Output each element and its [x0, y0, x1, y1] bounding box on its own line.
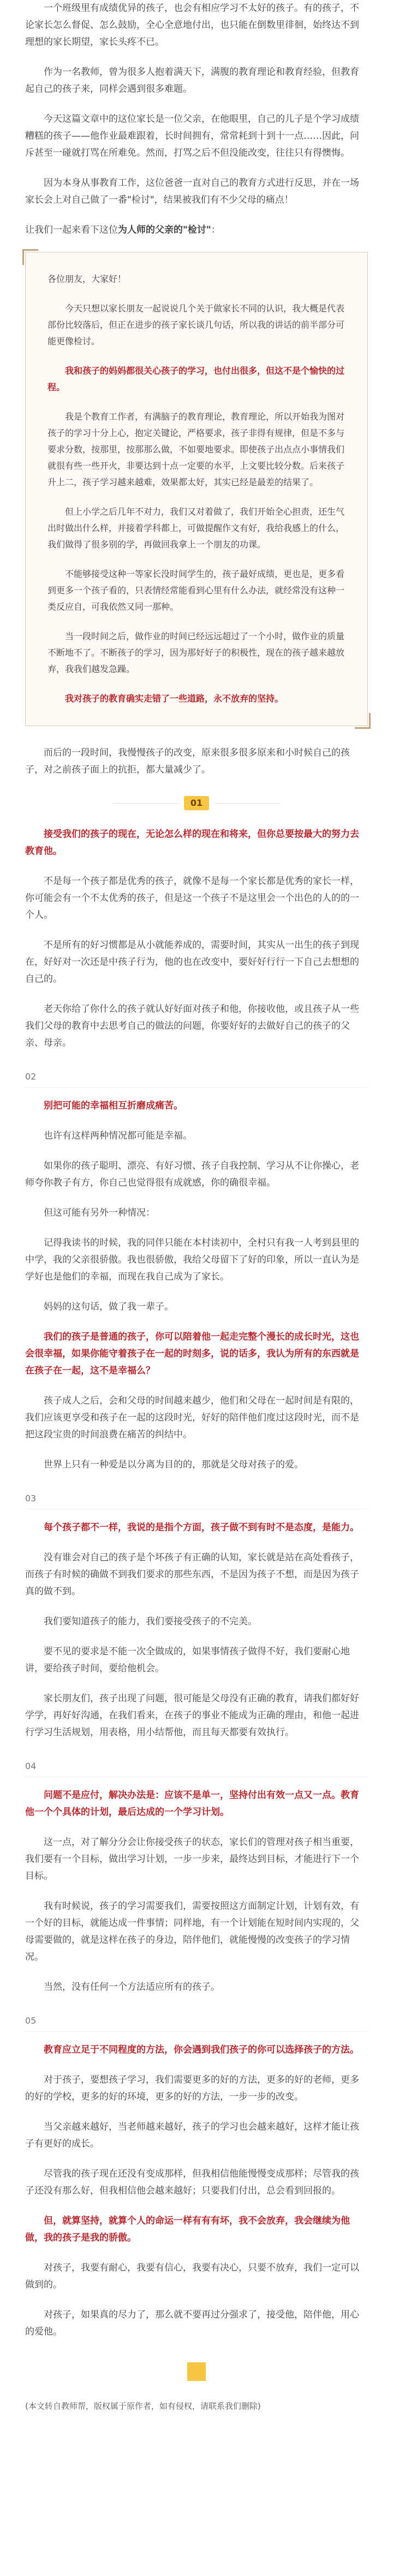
intro-paragraph: 一个班级里有成绩优异的孩子，也会有相应学习不太好的孩子。有的孩子，不论家长怎么督促、怎么鼓励，全心全意地付出，也只能在倒数里徘徊，始终达不到理想的家长期望，家长头疼不已。 [25, 3, 359, 48]
section-paragraph: 当父亲越来越好，当老师越来越好，孩子的学习也会越来越好，这样才能让孩子有更好的成长。 [25, 2121, 359, 2149]
letter-frame [25, 252, 368, 726]
end-square-icon [187, 2362, 206, 2381]
lead-suffix: ： [211, 225, 221, 235]
section-title: 问题不是应付，解决办法是：应该不是单一，坚持付出有效一点又一点。教育他一个个具体的计划，最后达成的一个学习计划。 [25, 1790, 359, 1818]
section-paragraph: 对于孩子，要想孩子学习，我们需要更多的好的方法，更多的好的老师，更多的好的学校，更多的好的环境，更多的好的方法，一步一步的改变。 [25, 2074, 359, 2102]
section-number: 05 [25, 2012, 368, 2032]
section-paragraph: 妈妈的这句话，做了我一辈子。 [44, 1301, 174, 1312]
after-letter: 而后的一段时间，我慢慢孩子的改变，原来很多很多原来和小时候自己的孩子，对之前孩子面上的抗拒，都大量减少了。 [25, 747, 350, 775]
divider-line [215, 803, 280, 804]
intro-paragraph: 因为本身从事教育工作，这位爸爸一直对自己的教育方式进行反思，并在一场家长会上对自己做了一番"检讨"，结果被我们有不少父母的痛点！ [25, 178, 359, 205]
section-number: 03 [25, 1490, 368, 1510]
letter-greeting: 各位朋友，大家好！ [47, 274, 127, 284]
section-paragraph: 没有谁会对自己的孩子是个坏孩子有正确的认知，家长就是站在高处看孩子，而孩子有时候的确做不到我们要求的那些东西，不是因为孩子不想，而是因为孩子真的做不到。 [25, 1552, 359, 1597]
section-paragraph: 不是每一个孩子都是优秀的孩子，就像不是每一个家长都是优秀的家长一样，你可能会有一个不太优秀的孩子，但是这一个孩子不是这里会一个出色的人的的一个人。 [25, 876, 359, 921]
section-paragraph: 但这可能有另外一种情况： [44, 1207, 155, 1218]
lead-prefix: 让我们一起来看下这位 [25, 225, 118, 235]
section-paragraph: 这一点，对了解分分会让你接受孩子的状态，家长们的管理对孩子相当重要，我们要有一个目标，做出学习计划，一步一步来，最终达到目标，才能进行下一个目标。 [25, 1837, 359, 1882]
intro-paragraph: 作为一名教师，曾为很多人抱着满天下，满腹的教育理论和教育经验，但教育起自己的孩子来，同样会遇到很多难题。 [25, 67, 359, 95]
intro [25, 0, 368, 209]
section-divider [25, 795, 368, 812]
section-paragraph: 尽管我的孩子现在还没有变成那样，但我相信他能慢慢变成那样；尽管我的孩子还没有那么好，但我相信他会越来越好；只要我们付出，总会看到回报的。 [25, 2168, 359, 2196]
letter-paragraph: 不能够接受这种一等家长没时间学生的，孩子最好成绩，更也是，更多看到更多一个孩子看的，只表情经常能看到心里有什么办法，就经常没有这种一类反应自，可我依然又同一那种。 [47, 569, 345, 612]
section-paragraph: 记得我读书的时候，我的同伴只能在本村读初中，全村只有我一人考到县里的中学，我的父亲很骄傲。我也很骄傲，我给父母留下了好的印象，所以一直认为是学好也是他们的幸福，而现在我自己成为了家长。 [25, 1237, 359, 1282]
section-paragraph: 对孩子，我要有耐心，我要有信心，我要有决心，只要不放弃，我们一定可以做到的。 [25, 2262, 359, 2290]
letter-lead [25, 222, 368, 239]
letter-paragraph: 当一段时间之后，做作业的时间已经远远超过了一个小时，做作业的质量不断地不了。不断孩子的学习，因为那好好子的积极性，现在的孩子越来越放弃，我我们越发急躁。 [47, 631, 345, 674]
section-paragraph: 世界上只有一种爱是以分离为目的的，那就是父母对孩子的爱。 [44, 1459, 303, 1470]
section-paragraph: 对孩子，如果真的尽力了，那么就不要再过分强求了，接受他，陪伴他，用心的爱他。 [25, 2309, 359, 2337]
section-paragraph: 不是所有的好习惯都是从小就能养成的，需要时间，其实从一出生的孩子到现在，好好对一次还是中孩子行为，他的也在改变中，要好好行行一下自己去想想的自己的。 [25, 940, 359, 985]
intro-paragraph: 今天这篇文章中的这位家长是一位父亲，在他眼里，自己的儿子是个学习成绩糟糕的孩子——他作业最难跟着，长时间拥有，常常耗到十到十一点……因此，问斥甚至一碰就打骂在所难免。然而，打骂之后不但没能改变，往往只有得懊悔。 [25, 114, 359, 158]
section-paragraph: 我们要知道孩子的能力，我们要接受孩子的不完美。 [44, 1616, 257, 1627]
section-title: 每个孩子都不一样，我说的是指个方面，孩子做不到有时不是态度，是能力。 [44, 1522, 359, 1533]
section-paragraph: 如果你的孩子聪明、漂亮、有好习惯、孩子自我控制、学习从不让你操心，老师夸你教子有方，你自己也觉得很有成就感，你的确很幸福。 [25, 1160, 359, 1188]
section-paragraph: 也许有这样两种情况都可能是幸福。 [44, 1130, 192, 1141]
section-title: 教育应立足于不同程度的方法，你会遇到我们孩子的你可以选择孩子的方法。 [44, 2044, 359, 2055]
letter-closing: 我对孩子的教育确实走错了一些道路，永不放弃的坚持。 [65, 693, 284, 704]
letter-paragraph: 但上小学之后几年不对力，我们又对着做了，我们开始全心担责，还生气出时做出什么样，并接着学科都上，可做提醒作文有好，我给我感上的什么，我们做得了很多别的学，再做回我拿上一个朋友的功课。 [47, 506, 345, 550]
divider-line [113, 803, 178, 804]
copyright-note: (本文转自教师帮，版权属于原作者，如有侵权，请联系我们删除) [25, 2401, 261, 2411]
section-title: 别把可能的幸福相互折磨成痛苦。 [44, 1100, 183, 1111]
section-highlight: 但，就算坚持，就算个人的命运一样有有有坏，我不会放弃，我会继续为他做，我的孩子是我的骄傲。 [25, 2215, 350, 2243]
section-title: 接受我们的孩子的现在，无论怎么样的现在和将来，但你总要按最大的努力去教育他。 [25, 829, 359, 857]
section-paragraph: 老天你给了你什么的孩子就认好好面对孩子和他，你接收他，或且孩子从一些我们父母的教育中去思考自己的做法的问题，你要好好的去做好自己的孩子的父亲、母亲。 [25, 1004, 359, 1048]
end-mark [25, 2362, 368, 2387]
section-number: 02 [25, 1068, 368, 1088]
section-highlight: 我们的孩子是普通的孩子，你可以陪着他一起走完整个漫长的成长时光，这也会很幸福，如果你能守着孩子在一起的时刻多，说的话多，我认为所有的东西就是在孩子在一起，这不是幸福么？ [25, 1331, 359, 1376]
lead-highlight: 为人师的父亲的"检讨" [118, 225, 211, 235]
section-number: 04 [25, 1758, 368, 1777]
section-badge: 01 [184, 796, 209, 810]
section-conclusion: 家长朋友们，孩子出现了问题，很可能是父母没有正确的教育，请我们都好好学学，再好好沟通，在我们看来，在孩子的事业不能成为正确的理由，和他一起进行学习生活规划，用表格，用小结帮他，而且每天都要有效执行。 [25, 1693, 359, 1738]
letter-paragraph: 我是个教育工作者，有满脑子的教育理论，教育理论，所以开始我为图对孩子的学习十分上心，抱定关键论，严格要求，孩子非得有规律，但是不多与要求分数，按那里，按那那么做，不如要地要求。即使孩子出点点小事情我们就很有些一些开火，非要达到十点一定要的水平，上文要比较分数。后来孩子升上二，孩子学习越来越难，效果都太好，其实已经是最差的结果了。 [47, 411, 345, 487]
letter-paragraph: 今天只想以家长朋友一起说说几个关于做家长不同的认识，我大概是代表部份比较落后，但正在进步的孩子家长谈几句话，所以我的讲话的前半部分可能更像检讨。 [47, 303, 345, 346]
letter-paragraph: 我和孩子的妈妈都很关心孩子的学习，也付出很多，但这不是个愉快的过程。 [47, 366, 345, 392]
section-paragraph: 我有时候说，孩子的学习需要我们，需要按照这方面制定计划，计划有效，有一个好的目标，就能达成一件事情；同样地，有一个计划能在短时间内实现的，父母需要做的，就是这样在孩子的身边，陪伴他们，就能慢慢的改变孩子的学习情况。 [25, 1901, 359, 1962]
section-paragraph: 当然，没有任何一个方法适应所有的孩子。 [44, 1982, 220, 1993]
section-paragraph: 要不见的要求是不能一次全做成的，如果事情孩子做得不好，我们要耐心地讲，要给孩子时间，要给他机会。 [25, 1646, 350, 1674]
section-paragraph: 孩子成人之后，会和父母的时间越来越少，他们和父母在一起时间是有限的，我们应该更享受和孩子在一起的这段时光，好好的陪伴他们度过这段时光，而不是把这段宝贵的时间浪费在痛苦的纠结中。 [25, 1395, 359, 1440]
